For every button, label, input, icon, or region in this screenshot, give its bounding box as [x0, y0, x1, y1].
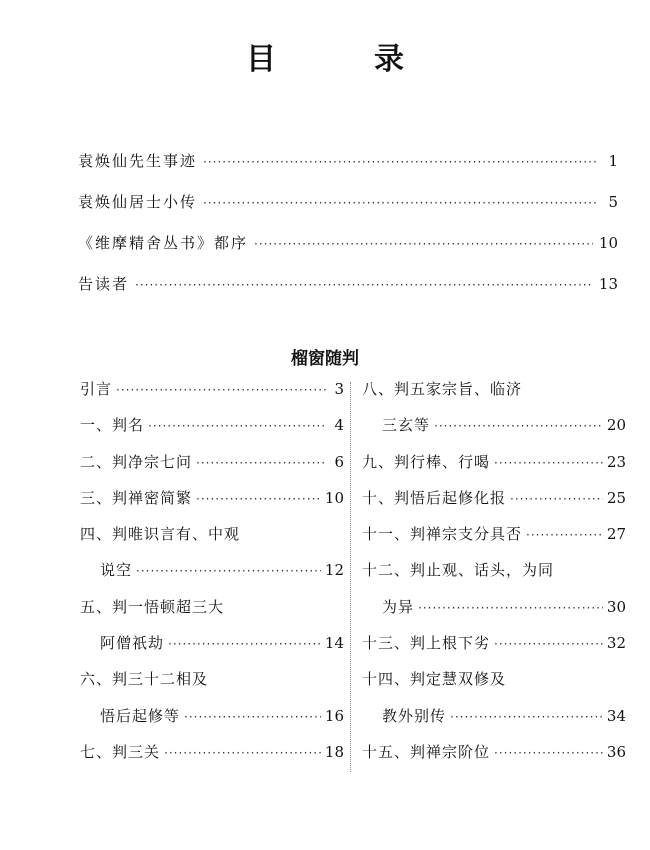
toc-entry-label: 《维摩精舍丛书》都序	[78, 234, 249, 252]
toc-entry-label: 十、判悟后起修化报	[362, 488, 507, 507]
toc-entry-label: 悟后起修等	[100, 706, 181, 725]
toc-entry-label: 三、判禅密简繁	[80, 488, 193, 507]
leader-dots	[494, 746, 603, 760]
toc-entry[interactable]	[80, 632, 344, 668]
toc-entry-label: 七、判三关	[80, 742, 161, 761]
toc-entry-label: 说空	[100, 561, 133, 580]
leader-dots	[184, 710, 321, 724]
front-matter-list	[78, 150, 618, 314]
toc-entry-label: 十三、判上根下劣	[362, 634, 491, 653]
leader-dots	[203, 155, 598, 169]
toc-entry-page: 34	[606, 706, 626, 725]
toc-entry-label: 告读者	[78, 275, 130, 293]
toc-entry-page: 16	[324, 706, 344, 725]
toc-entry[interactable]	[362, 378, 626, 414]
toc-entry-page: 18	[324, 742, 344, 761]
toc-entry-page: 5	[608, 193, 618, 211]
toc-entry-page: 25	[606, 488, 626, 507]
toc-entry[interactable]	[362, 741, 626, 777]
toc-entry-page: 3	[334, 380, 344, 398]
toc-entry-label: 六、判三十二相及	[80, 670, 209, 689]
toc-entry-page: 1	[608, 152, 618, 170]
toc-right-column	[362, 378, 626, 777]
leader-dots	[450, 710, 603, 724]
toc-entry[interactable]	[80, 668, 344, 704]
leader-dots	[168, 637, 321, 651]
toc-entry[interactable]	[80, 487, 344, 523]
leader-dots	[434, 419, 603, 433]
toc-entry-page: 20	[606, 416, 626, 435]
toc-entry-page: 36	[606, 742, 626, 761]
leader-dots	[494, 637, 603, 651]
toc-entry-label: 为异	[382, 597, 415, 616]
toc-left-column	[80, 378, 344, 777]
toc-entry[interactable]	[78, 150, 618, 191]
column-divider	[350, 382, 351, 772]
toc-entry-label: 十二、判止观、话头，为同	[362, 561, 555, 580]
leader-dots	[196, 456, 326, 470]
leader-dots	[526, 528, 603, 542]
section-title: 榴窗随判	[291, 349, 359, 369]
toc-entry-page: 13	[598, 275, 618, 293]
toc-entry-page: 32	[606, 634, 626, 653]
toc-entry-page: 4	[334, 416, 344, 435]
toc-entry[interactable]	[80, 523, 344, 559]
toc-entry-page: 6	[334, 452, 344, 471]
toc-entry-label: 三玄等	[382, 416, 431, 435]
leader-dots	[254, 237, 593, 251]
toc-entry-label: 十五、判禅宗阶位	[362, 742, 491, 761]
leader-dots	[494, 456, 603, 470]
toc-entry[interactable]	[362, 668, 626, 704]
leader-dots	[510, 492, 603, 506]
leader-dots	[136, 564, 321, 578]
toc-entry-label: 九、判行棒、行喝	[362, 452, 491, 471]
leader-dots	[418, 601, 603, 615]
toc-entry-label: 袁焕仙先生事迹	[78, 152, 198, 170]
toc-entry-label: 十四、判定慧双修及	[362, 670, 507, 689]
leader-dots	[135, 278, 593, 292]
toc-entry-page: 27	[606, 525, 626, 544]
toc-entry-label: 八、判五家宗旨、临济	[362, 380, 523, 398]
leader-dots	[148, 419, 326, 433]
toc-entry[interactable]	[78, 232, 618, 273]
leader-dots	[196, 492, 321, 506]
toc-entry[interactable]	[78, 191, 618, 232]
toc-entry-label: 引言	[80, 380, 113, 398]
toc-entry[interactable]	[80, 378, 344, 414]
toc-entry-page: 10	[324, 488, 344, 507]
toc-entry[interactable]	[78, 273, 618, 314]
toc-entry[interactable]	[80, 596, 344, 632]
toc-entry-page: 12	[324, 561, 344, 580]
toc-entry-label: 阿僧祇劫	[100, 634, 165, 653]
toc-entry-label: 四、判唯识言有、中观	[80, 525, 241, 544]
toc-entry[interactable]	[80, 414, 344, 450]
toc-entry[interactable]	[362, 451, 626, 487]
leader-dots	[116, 383, 326, 397]
toc-entry-label: 袁焕仙居士小传	[78, 193, 198, 211]
toc-entry-label: 二、判净宗七问	[80, 452, 193, 471]
leader-dots	[164, 746, 321, 760]
toc-entry-label: 教外别传	[382, 706, 447, 725]
toc-entry-label: 一、判名	[80, 416, 145, 435]
toc-entry[interactable]	[362, 559, 626, 595]
toc-entry[interactable]	[362, 414, 626, 450]
toc-entry[interactable]	[362, 705, 626, 741]
toc-entry[interactable]	[362, 596, 626, 632]
toc-entry[interactable]	[362, 632, 626, 668]
leader-dots	[203, 196, 598, 210]
toc-entry-page: 23	[606, 452, 626, 471]
toc-entry-page: 30	[606, 597, 626, 616]
toc-entry-page: 14	[324, 634, 344, 653]
toc-entry-label: 十一、判禅宗支分具否	[362, 525, 523, 544]
toc-entry[interactable]	[80, 705, 344, 741]
toc-entry[interactable]	[362, 523, 626, 559]
toc-entry[interactable]	[362, 487, 626, 523]
toc-entry-page: 10	[598, 234, 618, 252]
page-title: 目 录	[246, 42, 438, 77]
toc-entry[interactable]	[80, 741, 344, 777]
toc-entry[interactable]	[80, 451, 344, 487]
toc-entry-label: 五、判一悟顿超三大	[80, 597, 225, 616]
toc-entry[interactable]	[80, 559, 344, 595]
